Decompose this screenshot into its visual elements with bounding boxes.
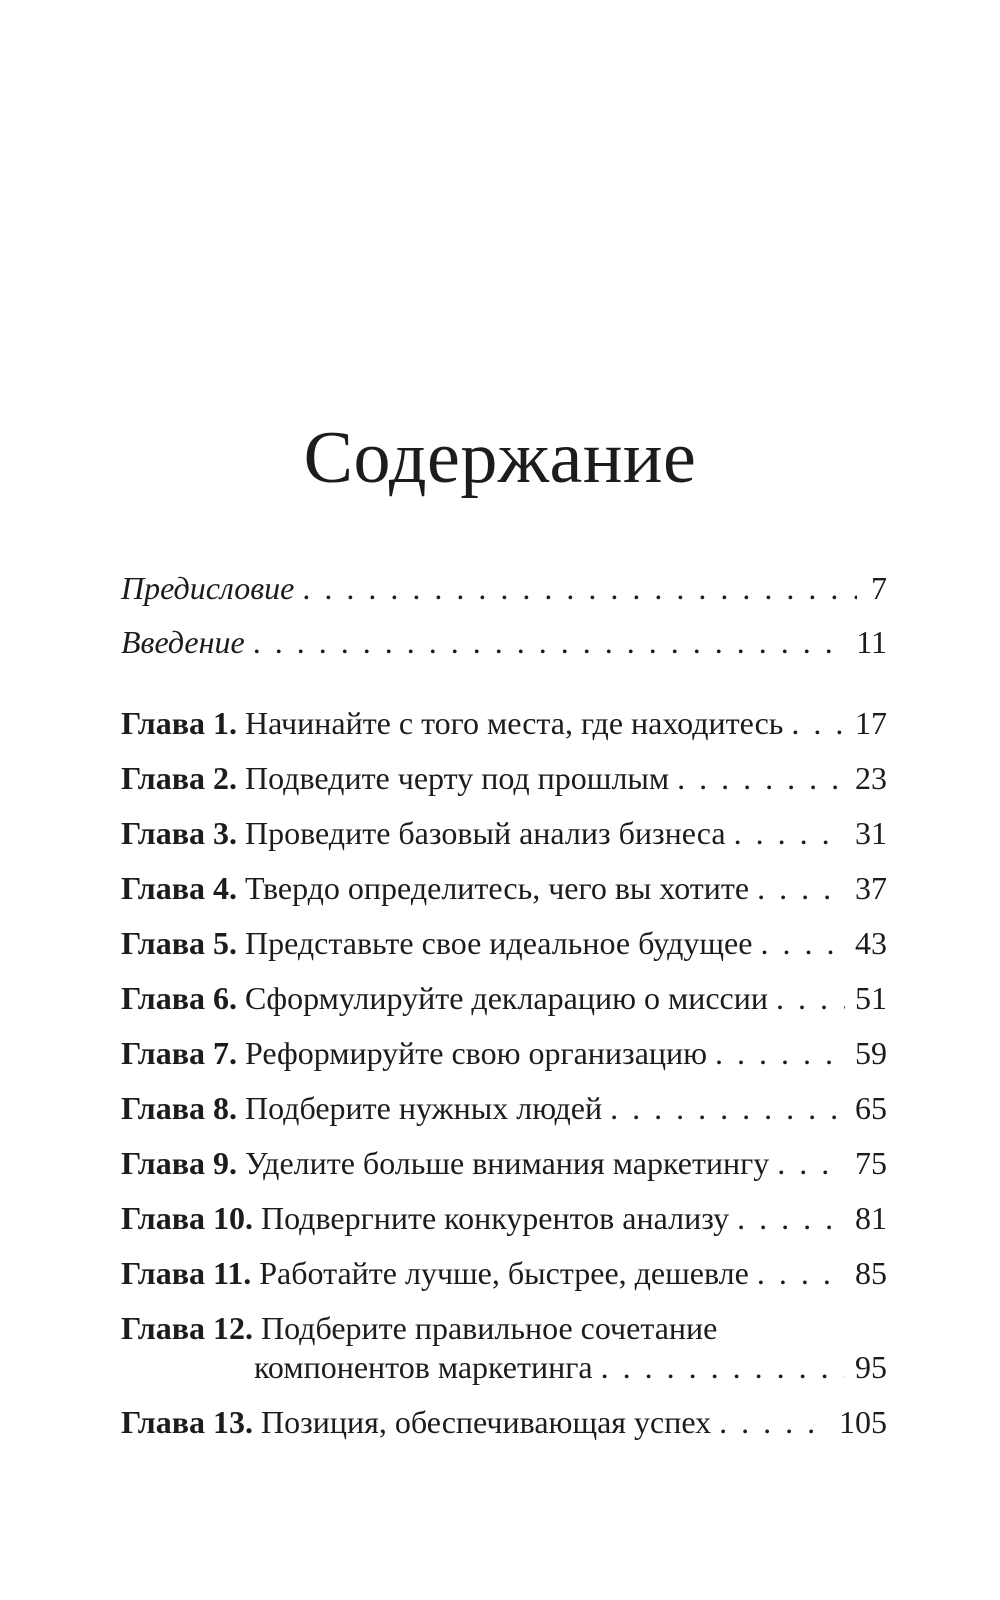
toc-page-number: 37 bbox=[855, 870, 887, 906]
toc-page-number: 17 bbox=[855, 705, 887, 741]
toc-page-number: 11 bbox=[856, 624, 887, 660]
chapter-label: Глава 13. bbox=[121, 1404, 253, 1440]
toc-entry-chapter-10[interactable] bbox=[121, 1198, 887, 1238]
dot-leader bbox=[715, 1033, 845, 1073]
chapter-label: Глава 3. bbox=[121, 815, 237, 851]
toc-page-number: 23 bbox=[855, 760, 887, 796]
toc-entry-title: Уделите больше внимания маркетингу bbox=[244, 1145, 770, 1181]
toc-entry-chapter-11[interactable] bbox=[121, 1253, 887, 1293]
toc-page-number: 43 bbox=[855, 925, 887, 961]
dot-leader bbox=[737, 1198, 845, 1238]
chapter-label: Глава 8. bbox=[121, 1090, 237, 1126]
toc-entry-chapter-5[interactable] bbox=[121, 923, 887, 963]
toc-entry-title: Подберите правильное сочетание bbox=[260, 1310, 718, 1346]
toc-entry-title: Реформируйте свою организацию bbox=[244, 1035, 708, 1071]
toc-page-number: 59 bbox=[855, 1035, 887, 1071]
chapter-label: Глава 6. bbox=[121, 980, 237, 1016]
toc-page-number: 81 bbox=[855, 1200, 887, 1236]
toc-entry-chapter-7[interactable] bbox=[121, 1033, 887, 1073]
toc-entry-title: Начинайте с того места, где находитесь bbox=[244, 705, 784, 741]
toc-entry-title: Подберите нужных людей bbox=[244, 1090, 603, 1126]
chapter-label: Глава 10. bbox=[121, 1200, 253, 1236]
dot-leader bbox=[757, 1253, 845, 1293]
toc-page-number: 95 bbox=[855, 1349, 887, 1385]
toc-entry-title: Сформулируйте декларацию о миссии bbox=[244, 980, 768, 1016]
toc-entry-chapter-2[interactable] bbox=[121, 758, 887, 798]
dot-leader bbox=[757, 868, 845, 908]
dot-leader bbox=[601, 1347, 845, 1387]
toc-page-number: 31 bbox=[855, 815, 887, 851]
toc-entry-title: Подвергните конкурентов анализу bbox=[260, 1200, 730, 1236]
toc-entry-chapter-12[interactable] bbox=[121, 1308, 887, 1348]
dot-leader bbox=[777, 1143, 845, 1183]
chapter-label: Глава 4. bbox=[121, 870, 237, 906]
chapter-label: Глава 5. bbox=[121, 925, 237, 961]
toc-page-number: 105 bbox=[839, 1404, 887, 1440]
chapter-label: Глава 7. bbox=[121, 1035, 237, 1071]
toc-entry-title: Твердо определитесь, чего вы хотите bbox=[244, 870, 750, 906]
toc-entry-title-continuation: компонентов маркетинга bbox=[254, 1349, 593, 1385]
chapter-label: Глава 2. bbox=[121, 760, 237, 796]
toc-entry-chapter-3[interactable] bbox=[121, 813, 887, 853]
dot-leader bbox=[302, 568, 857, 608]
toc-entry-chapter-13[interactable] bbox=[121, 1402, 887, 1442]
chapter-label: Глава 12. bbox=[121, 1310, 253, 1346]
toc-page-number: 65 bbox=[855, 1090, 887, 1126]
toc-page-number: 51 bbox=[855, 980, 887, 1016]
toc-entry-introduction[interactable] bbox=[121, 622, 887, 662]
chapter-label: Глава 11. bbox=[121, 1255, 252, 1291]
toc-entry-title: Представьте свое идеальное будущее bbox=[244, 925, 753, 961]
page-title: Содержание bbox=[303, 417, 697, 499]
dot-leader bbox=[677, 758, 845, 798]
toc-entry-title: Подведите черту под прошлым bbox=[244, 760, 670, 796]
toc-entry-chapter-6[interactable] bbox=[121, 978, 887, 1018]
toc-page-number: 75 bbox=[855, 1145, 887, 1181]
toc-entry-chapter-9[interactable] bbox=[121, 1143, 887, 1183]
dot-leader bbox=[719, 1402, 829, 1442]
toc-page-number: 85 bbox=[855, 1255, 887, 1291]
toc-entry-chapter-8[interactable] bbox=[121, 1088, 887, 1128]
toc-entry-preface[interactable] bbox=[121, 568, 887, 608]
dot-leader bbox=[791, 703, 845, 743]
dot-leader bbox=[734, 813, 845, 853]
toc-entry-title: Позиция, обеспечивающая успех bbox=[260, 1404, 712, 1440]
toc-entry-chapter-4[interactable] bbox=[121, 868, 887, 908]
dot-leader bbox=[610, 1088, 845, 1128]
toc-entry-title: Предисловие bbox=[121, 570, 295, 606]
toc-entry-title: Работайте лучше, быстрее, дешевле bbox=[259, 1255, 749, 1291]
toc-entry-title: Проведите базовый анализ бизнеса bbox=[244, 815, 726, 851]
toc-entry-chapter-1[interactable] bbox=[121, 703, 887, 743]
dot-leader bbox=[776, 978, 845, 1018]
dot-leader bbox=[253, 622, 846, 662]
chapter-label: Глава 9. bbox=[121, 1145, 237, 1181]
toc-entry-title: Введение bbox=[121, 624, 245, 660]
dot-leader bbox=[760, 923, 845, 963]
toc-entry-chapter-12-continuation[interactable] bbox=[121, 1347, 887, 1387]
chapter-label: Глава 1. bbox=[121, 705, 237, 741]
toc-page-number: 7 bbox=[871, 570, 887, 606]
